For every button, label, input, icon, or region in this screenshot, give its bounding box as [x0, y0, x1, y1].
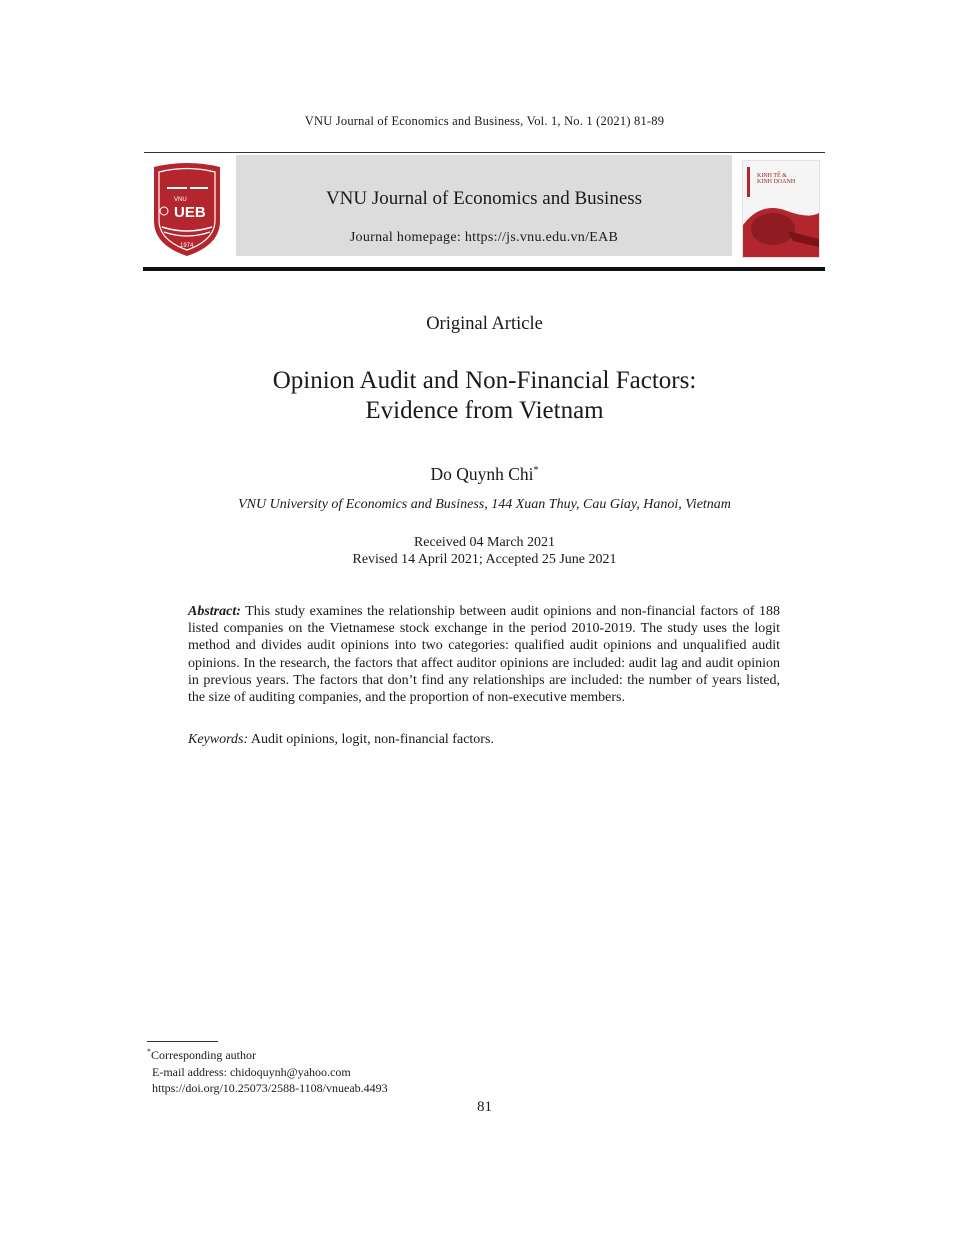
footnotes	[147, 1044, 388, 1097]
logo-main-text: UEB	[174, 204, 206, 221]
journal-cover-thumbnail-icon	[742, 160, 820, 258]
footnote-mark: *	[147, 1047, 151, 1056]
keywords	[188, 732, 780, 748]
logo-year: 1974	[180, 243, 194, 249]
journal-name: VNU Journal of Economics and Business	[325, 188, 643, 209]
keywords-label: Keywords:	[188, 732, 249, 747]
abstract-label: Abstract:	[188, 604, 241, 619]
cover-title-line1: KINH TẾ &	[757, 173, 787, 179]
running-head: VNU Journal of Economics and Business, Vol. 1, No. 1 (2021) 81-89	[304, 114, 665, 128]
logo-top-text: VNU	[174, 197, 187, 203]
article-title-line2: Evidence from Vietnam	[365, 397, 604, 424]
page-number: 81	[477, 1099, 492, 1115]
author-footnote-mark: *	[533, 465, 539, 477]
article-title	[0, 366, 969, 426]
ueb-shield-logo-icon	[150, 161, 224, 257]
abstract-text: This study examines the relationship between audit opinions and non-financial factors of 188 listed companies on the Vietnamese stock exchange in the period 2010-2019. The study uses the logit method and divides audit opinions into two categories: qualified audit opinions and unqualified audit opinions. In the research, the factors that affect auditor opinions are included: audit lag and audit opinion in previous years. The factors that don’t find any relationships are included: the number of years listed, the size of auditing companies, and the proportion of non-executive members.	[188, 604, 781, 706]
author-name: Do Quynh Chi	[430, 464, 534, 484]
author	[0, 464, 969, 485]
corresponding-author-label: Corresponding author	[151, 1048, 256, 1062]
keywords-text: Audit opinions, logit, non-financial factors.	[250, 732, 494, 747]
journal-homepage[interactable]: Journal homepage: https://js.vnu.edu.vn/EAB	[349, 230, 619, 245]
article-title-line1: Opinion Audit and Non-Financial Factors:	[272, 367, 697, 394]
article-dates	[0, 534, 969, 568]
footnote-rule	[147, 1041, 218, 1042]
email-address[interactable]: E-mail address: chidoquynh@yahoo.com	[152, 1064, 351, 1079]
corresponding-author-note	[147, 1044, 388, 1064]
abstract	[188, 603, 780, 706]
affiliation: VNU University of Economics and Business, 144 Xuan Thuy, Cau Giay, Hanoi, Vietnam	[238, 497, 731, 512]
header-thick-rule	[143, 267, 825, 271]
cover-title	[757, 173, 795, 185]
article-type: Original Article	[426, 314, 543, 334]
revised-accepted-dates: Revised 14 April 2021; Accepted 25 June 2021	[352, 552, 617, 567]
header-rule	[144, 152, 825, 153]
cover-title-line2: KINH DOANH	[757, 179, 796, 185]
doi-link[interactable]: https://doi.org/10.25073/2588-1108/vnueab.4493	[152, 1081, 388, 1095]
received-date: Received 04 March 2021	[413, 535, 556, 550]
